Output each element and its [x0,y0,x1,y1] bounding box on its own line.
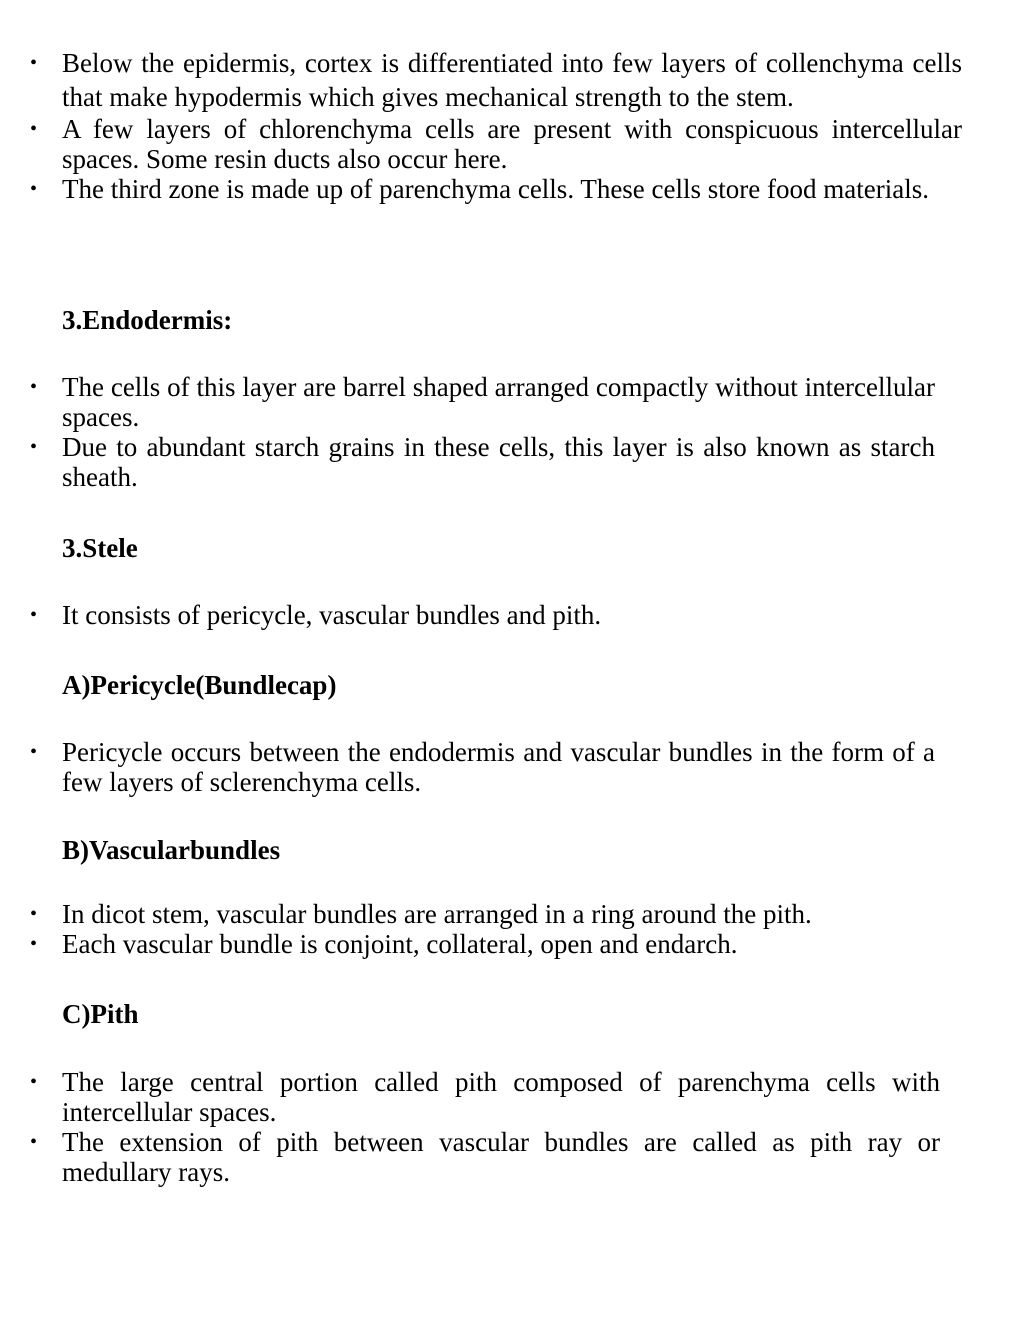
endodermis-bullet-list [30,372,935,492]
list-item-text: The third zone is made up of parenchyma cells. These cells store food materials. [62,174,929,204]
list-item-text: In dicot stem, vascular bundles are arranged in a ring around the pith. [62,899,812,929]
list-item-text: A few layers of chlorenchyma cells are present with conspicuous intercellular spaces. Some resin ducts also occur here. [62,114,962,174]
list-item [30,114,962,174]
list-item [30,899,935,929]
bullet-icon: • [30,52,38,74]
pericycle-bullet-list [30,737,935,797]
list-item [30,1067,940,1127]
list-item [30,432,935,492]
section-heading-vascular-bundles: B)Vascularbundles [62,835,281,865]
list-item [30,600,935,630]
bullet-icon: • [30,1131,38,1153]
list-item-text: Each vascular bundle is conjoint, collateral, open and endarch. [62,929,738,959]
list-item-text: It consists of pericycle, vascular bundles and pith. [62,600,602,630]
list-item [30,174,962,204]
bullet-icon: • [30,604,38,626]
list-item [30,372,935,432]
bullet-icon: • [30,436,38,458]
list-item [30,737,935,797]
list-item [30,929,935,959]
stele-bullet-list [30,600,935,630]
list-item-text: The large central portion called pith composed of parenchyma cells with intercellular spaces. [62,1067,940,1127]
vascular-bullet-list [30,899,935,959]
section-heading-pericycle: A)Pericycle(Bundlecap) [62,670,337,700]
bullet-icon: • [30,376,38,398]
section-heading-pith: C)Pith [62,999,139,1029]
list-item [30,1127,940,1187]
bullet-icon: • [30,741,38,763]
list-item-text: Pericycle occurs between the endodermis and vascular bundles in the form of a few layers of sclerenchyma cells. [62,737,935,797]
list-item [30,46,962,114]
pith-bullet-list [30,1067,940,1187]
bullet-icon: • [30,118,38,140]
section-heading-endodermis: 3.Endodermis: [62,305,233,335]
cortex-bullet-list [30,46,962,204]
list-item-text: The cells of this layer are barrel shaped arranged compactly without intercellular spaces. [62,372,935,432]
list-item-text: The extension of pith between vascular bundles are called as pith ray or medullary rays. [62,1127,940,1187]
bullet-icon: • [30,933,38,955]
bullet-icon: • [30,903,38,925]
bullet-icon: • [30,1071,38,1093]
list-item-text: Due to abundant starch grains in these cells, this layer is also known as starch sheath. [62,432,935,492]
section-heading-stele: 3.Stele [62,533,138,563]
list-item-text: Below the epidermis, cortex is differentiated into few layers of collenchyma cells that make hypodermis which gives mechanical strength to the stem. [62,48,962,112]
bullet-icon: • [30,178,38,200]
